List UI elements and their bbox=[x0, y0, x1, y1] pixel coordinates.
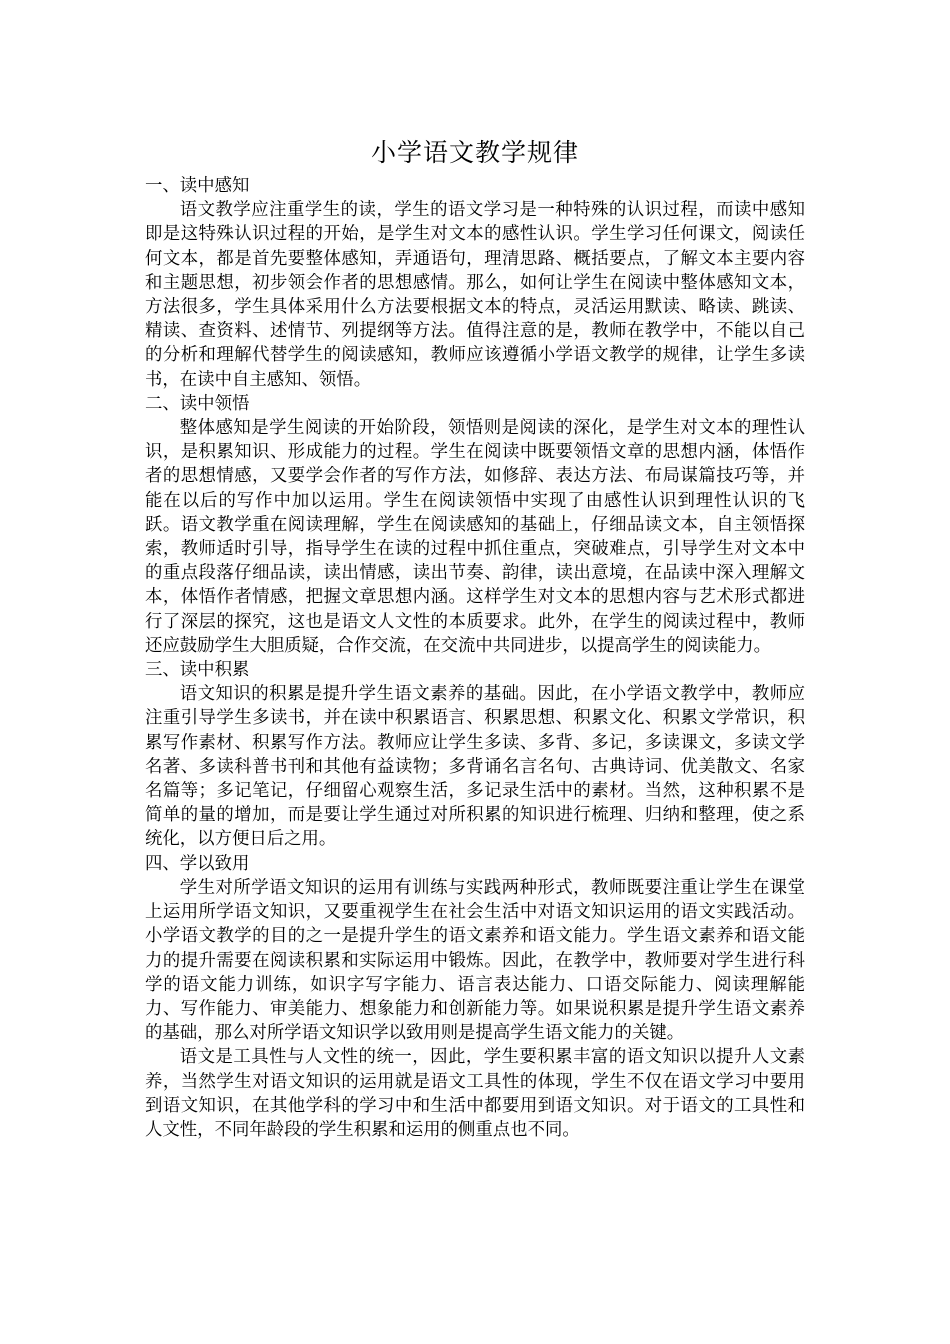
document-body bbox=[145, 174, 805, 1142]
section-paragraph: 语文知识的积累是提升学生语文素养的基础。因此，在小学语文教学中，教师应注重引导学生多读书，并在读中积累语言、积累思想、积累文化、积累文学常识，积累写作素材、积累写作方法。教师应让学生多读、多背、多记，多读课文，多读文学名著、多读科普书刊和其他有益读物；多背诵名言名句、古典诗词、优美散文、名家名篇等；多记笔记，仔细留心观察生活，多记录生活中的素材。当然，这种积累不是简单的量的增加，而是要让学生通过对所积累的知识进行梳理、归纳和整理，使之系统化，以方便日后之用。 bbox=[145, 684, 805, 850]
section-reading-accumulation bbox=[145, 658, 805, 852]
section-reading-perception bbox=[145, 174, 805, 392]
section-heading: 三、读中积累 bbox=[145, 660, 250, 681]
section-paragraph: 语文教学应注重学生的读，学生的语文学习是一种特殊的认识过程，而读中感知即是这特殊认识过程的开始，是学生对文本的感性认识。学生学习任何课文，阅读任何文本，都是首先要整体感知，弄通语句，理清思路、概括要点，了解文本主要内容和主题思想，初步领会作者的思想感情。那么，如何让学生在阅读中整体感知文本，方法很多，学生具体采用什么方法要根据文本的特点，灵活运用默读、略读、跳读、精读、查资料、述情节、列提纲等方法。值得注意的是，教师在教学中，不能以自己的分析和理解代替学生的阅读感知，教师应该遵循小学语文教学的规律，让学生多读书，在读中自主感知、领悟。 bbox=[145, 200, 805, 390]
section-heading: 二、读中领悟 bbox=[145, 393, 250, 414]
section-application bbox=[145, 852, 805, 1142]
section-paragraph: 整体感知是学生阅读的开始阶段，领悟则是阅读的深化，是学生对文本的理性认识，是积累知识、形成能力的过程。学生在阅读中既要领悟文章的思想内涵，体悟作者的思想情感，又要学会作者的写作方法，如修辞、表达方法、布局谋篇技巧等，并能在以后的写作中加以运用。学生在阅读领悟中实现了由感性认识到理性认识的飞跃。语文教学重在阅读理解，学生在阅读感知的基础上，仔细品读文本，自主领悟探索，教师适时引导，指导学生在读的过程中抓住重点，突破难点，引导学生对文本中的重点段落仔细品读，读出情感，读出节奏、韵律，读出意境，在品读中深入理解文本，体悟作者情感，把握文章思想内涵。这样学生对文本的思想内容与艺术形式都进行了深层的探究，这也是语文人文性的本质要求。此外，在学生的阅读过程中，教师还应鼓励学生大胆质疑，合作交流，在交流中共同进步，以提高学生的阅读能力。 bbox=[145, 418, 805, 656]
section-reading-comprehension bbox=[145, 392, 805, 658]
document-title: 小学语文教学规律 bbox=[370, 138, 579, 167]
section-paragraph: 语文是工具性与人文性的统一，因此，学生要积累丰富的语文知识以提升人文素养，当然学生对语文知识的运用就是语文工具性的体现，学生不仅在语文学习中要用到语文知识，在其他学科的学习中和生活中都要用到语文知识。对于语文的工具性和人文性，不同年龄段的学生积累和运用的侧重点也不同。 bbox=[145, 1047, 805, 1140]
section-heading: 一、读中感知 bbox=[145, 176, 250, 196]
section-heading: 四、学以致用 bbox=[145, 853, 250, 874]
section-paragraph: 学生对所学语文知识的运用有训练与实践两种形式，教师既要注重让学生在课堂上运用所学语文知识，又要重视学生在社会生活中对语文知识运用的语文实践活动。小学语文教学的目的之一是提升学生的语文素养和语文能力。学生语文素养和语文能力的提升需要在阅读积累和实际运用中锻炼。因此，在教学中，教师要对学生进行科学的语文能力训练，如识字写字能力、语言表达能力、口语交际能力、阅读理解能力、写作能力、审美能力、想象能力和创新能力等。如果说积累是提升学生语文素养的基础，那么对所学语文知识学以致用则是提高学生语文能力的关键。 bbox=[145, 877, 805, 1044]
